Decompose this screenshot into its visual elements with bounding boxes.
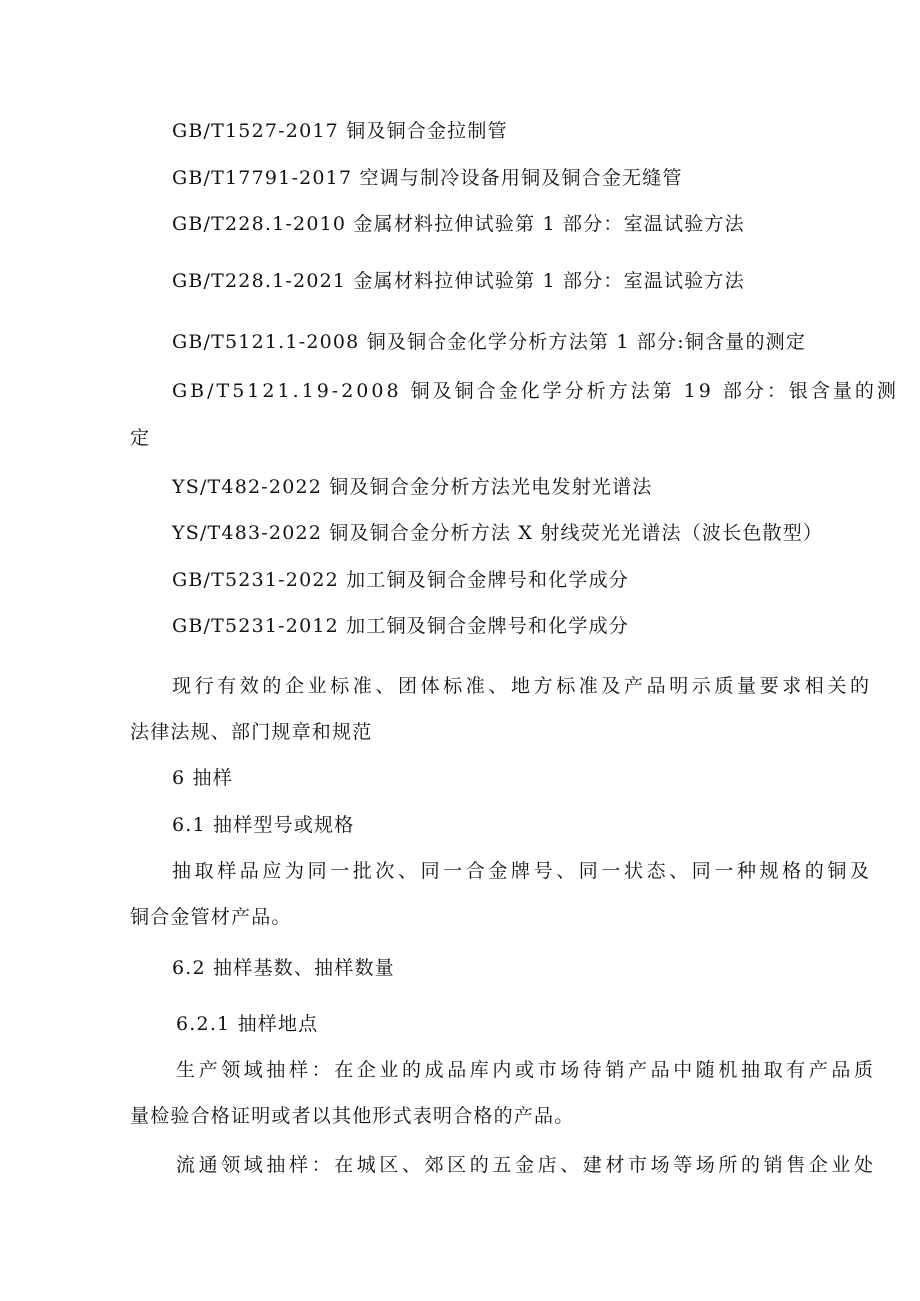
standard-ref-4: GB/T228.1-2021 金属材料拉伸试验第 1 部分：室温试验方法 — [172, 270, 745, 292]
standard-ref-8: YS/T483-2022 铜及铜合金分析方法 X 射线荧光光谱法（波长色散型） — [172, 522, 824, 544]
section-6-heading: 6 抽样 — [172, 767, 233, 789]
section-6-1-body-line-1: 抽取样品应为同一批次、同一合金牌号、同一状态、同一种规格的铜及 — [172, 860, 873, 882]
section-6-2-heading: 6.2 抽样基数、抽样数量 — [172, 957, 395, 979]
standard-ref-6-continued: 定 — [130, 427, 151, 449]
standard-ref-9: GB/T5231-2022 加工铜及铜合金牌号和化学成分 — [172, 569, 629, 591]
standard-ref-1: GB/T1527-2017 铜及铜合金拉制管 — [172, 120, 508, 142]
standard-ref-3: GB/T228.1-2010 金属材料拉伸试验第 1 部分：室温试验方法 — [172, 213, 745, 235]
circulation-sampling-line-1: 流通领域抽样：在城区、郊区的五金店、建材市场等场所的销售企业处 — [176, 1154, 877, 1176]
other-standards-line-2: 法律法规、部门规章和规范 — [130, 721, 373, 743]
other-standards-line-1: 现行有效的企业标准、团体标准、地方标准及产品明示质量要求相关的 — [172, 675, 873, 697]
section-6-2-1-heading: 6.2.1 抽样地点 — [176, 1013, 319, 1035]
production-sampling-line-1: 生产领域抽样：在企业的成品库内或市场待销产品中随机抽取有产品质 — [176, 1059, 877, 1081]
section-6-1-body-line-2: 铜合金管材产品。 — [130, 906, 292, 928]
standard-ref-2: GB/T17791-2017 空调与制冷设备用铜及铜合金无缝管 — [172, 167, 683, 189]
standard-ref-10: GB/T5231-2012 加工铜及铜合金牌号和化学成分 — [172, 615, 629, 637]
standard-ref-5: GB/T5121.1-2008 铜及铜合金化学分析方法第 1 部分:铜含量的测定 — [172, 331, 807, 353]
production-sampling-line-2: 量检验合格证明或者以其他形式表明合格的产品。 — [130, 1105, 575, 1127]
standard-ref-6: GB/T5121.19-2008 铜及铜合金化学分析方法第 19 部分：银含量的测 — [172, 380, 899, 402]
section-6-1-heading: 6.1 抽样型号或规格 — [172, 814, 355, 836]
standard-ref-7: YS/T482-2022 铜及铜合金分析方法光电发射光谱法 — [172, 476, 653, 498]
